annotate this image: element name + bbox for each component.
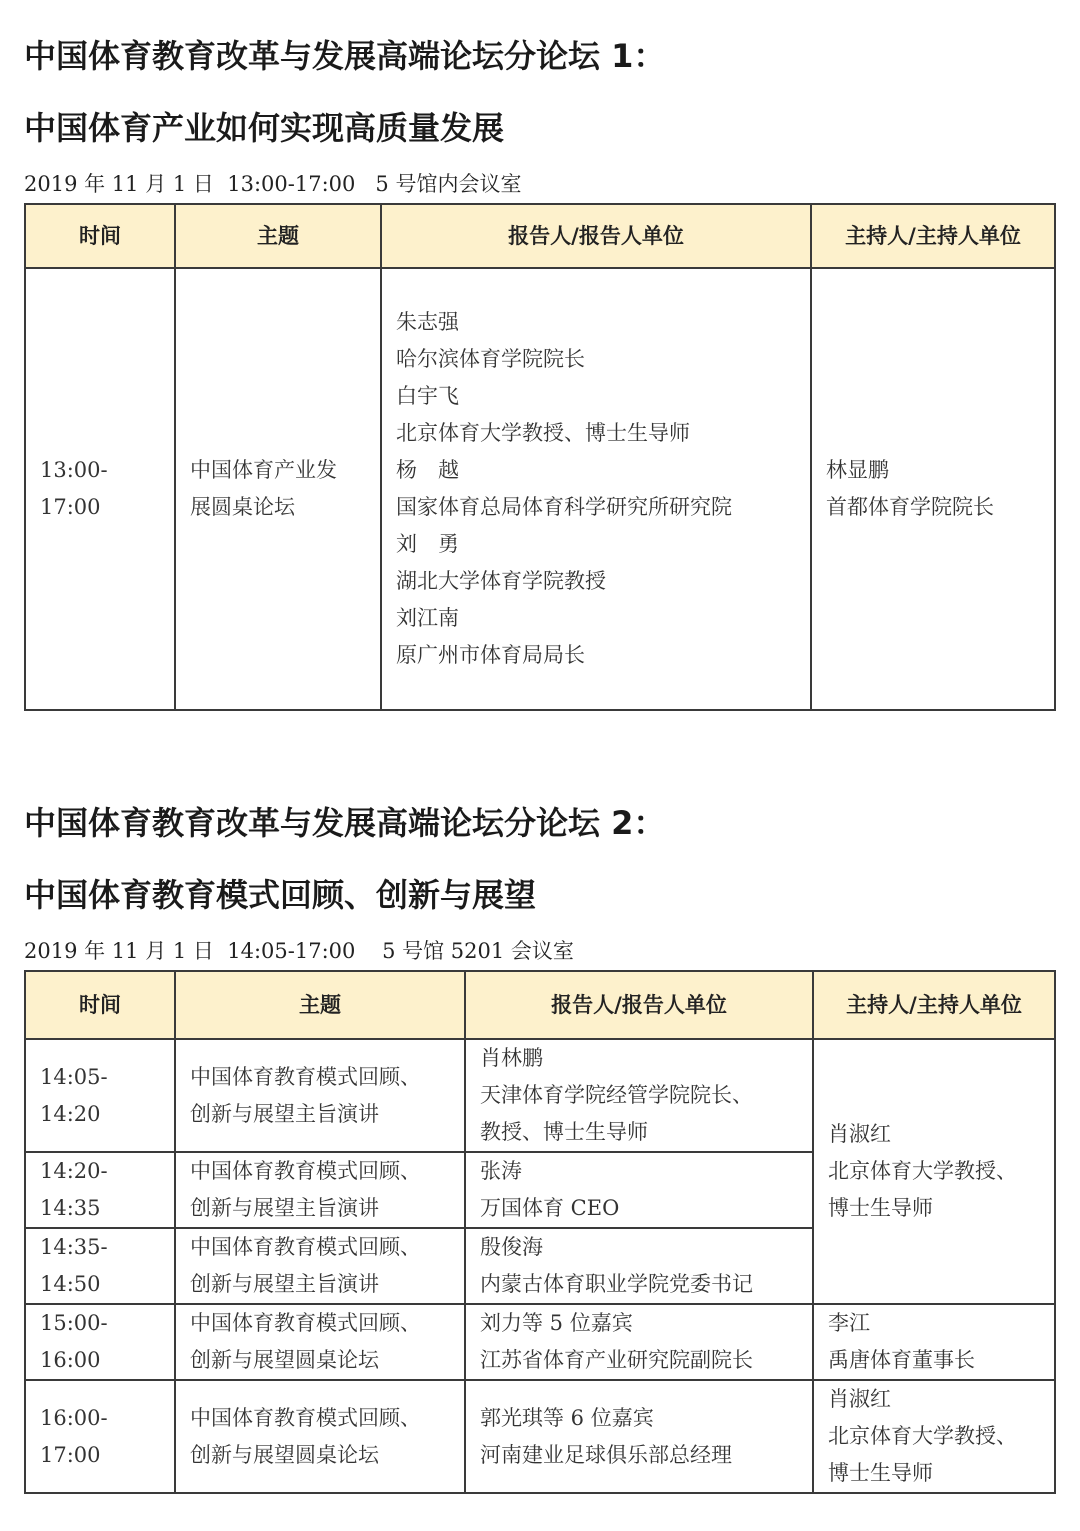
header-host: 主持人/主持人单位 <box>811 204 1055 268</box>
speaker-affiliation: 河南建业足球俱乐部总经理 <box>480 1442 732 1467</box>
topic-line: 中国体育教育模式回顾、 <box>190 1064 421 1089</box>
table-row <box>25 1304 1055 1380</box>
header-host: 主持人/主持人单位 <box>813 971 1055 1039</box>
speaker-name: 郭光琪等 6 位嘉宾 <box>480 1405 654 1430</box>
topic-line: 创新与展望主旨演讲 <box>190 1101 379 1126</box>
speaker-name: 刘江南 <box>396 606 459 630</box>
host-name: 肖淑红 <box>828 1122 891 1146</box>
time-cell <box>25 1304 175 1380</box>
header-topic: 主题 <box>175 204 381 268</box>
time-start: 14:05- <box>40 1064 108 1089</box>
table-row <box>25 1039 1055 1152</box>
time-end: 17:00 <box>40 1442 101 1467</box>
topic-line: 创新与展望圆桌论坛 <box>190 1442 379 1467</box>
topic-line: 中国体育教育模式回顾、 <box>190 1235 421 1259</box>
topic-line: 创新与展望主旨演讲 <box>190 1196 379 1220</box>
speaker-cell <box>465 1152 813 1228</box>
speaker-cell <box>465 1039 813 1152</box>
time-start: 14:35- <box>40 1235 108 1259</box>
speaker-cell <box>465 1228 813 1304</box>
topic-cell <box>175 1304 465 1380</box>
forum2-schedule-table <box>24 970 1056 1494</box>
speaker-affiliation: 天津体育学院经管学院院长、 <box>480 1083 753 1107</box>
time-cell <box>25 1228 175 1304</box>
speaker-affiliation: 教授、博士生导师 <box>480 1120 648 1144</box>
speaker-affiliation: 湖北大学体育学院教授 <box>396 569 606 593</box>
speaker-name: 朱志强 <box>396 310 459 334</box>
speaker-affiliation: 江苏省体育产业研究院副院长 <box>480 1348 753 1372</box>
header-speaker: 报告人/报告人单位 <box>465 971 813 1039</box>
time-end: 16:00 <box>40 1348 101 1372</box>
table-header-row <box>25 204 1055 268</box>
speaker-name: 白宇飞 <box>396 384 459 408</box>
time-cell <box>25 1039 175 1152</box>
time-end: 14:35 <box>40 1196 101 1220</box>
host-name: 林显鹏 <box>826 458 889 482</box>
time-end: 14:20 <box>40 1101 101 1126</box>
host-affiliation: 博士生导师 <box>828 1196 933 1220</box>
topic-cell <box>175 268 381 710</box>
header-time: 时间 <box>25 971 175 1039</box>
time-end: 17:00 <box>40 495 101 519</box>
forum1-subtitle: 中国体育产业如何实现高质量发展 <box>24 109 505 147</box>
time-cell <box>25 1152 175 1228</box>
topic-line: 展圆桌论坛 <box>190 495 295 519</box>
host-affiliation: 北京体育大学教授、 <box>828 1159 1017 1183</box>
forum1-title: 中国体育教育改革与发展高端论坛分论坛 1： <box>24 37 666 75</box>
header-topic: 主题 <box>175 971 465 1039</box>
speaker-affiliation: 内蒙古体育职业学院党委书记 <box>480 1272 753 1296</box>
table-header-row <box>25 971 1055 1039</box>
speaker-affiliation: 北京体育大学教授、博士生导师 <box>396 421 690 445</box>
forum2-date-venue: 2019 年 11 月 1 日 14:05-17:00 5 号馆 5201 会议室 <box>24 939 574 963</box>
speaker-affiliation: 国家体育总局体育科学研究所研究院 <box>396 495 732 519</box>
speaker-name: 刘力等 5 位嘉宾 <box>480 1311 633 1335</box>
time-cell <box>25 1380 175 1493</box>
host-affiliation: 禹唐体育董事长 <box>828 1348 975 1372</box>
table-row <box>25 268 1055 710</box>
speaker-name: 刘 勇 <box>396 532 459 556</box>
speaker-affiliation: 万国体育 CEO <box>480 1196 620 1220</box>
topic-line: 中国体育教育模式回顾、 <box>190 1405 421 1430</box>
topic-cell <box>175 1228 465 1304</box>
speaker-affiliation: 哈尔滨体育学院院长 <box>396 347 585 371</box>
host-affiliation: 首都体育学院院长 <box>826 495 994 519</box>
host-name: 李江 <box>828 1311 870 1335</box>
time-start: 14:20- <box>40 1159 108 1183</box>
host-affiliation: 博士生导师 <box>828 1461 933 1485</box>
topic-cell <box>175 1380 465 1493</box>
host-cell <box>813 1380 1055 1493</box>
time-start: 15:00- <box>40 1311 108 1335</box>
topic-line: 创新与展望圆桌论坛 <box>190 1348 379 1372</box>
host-cell <box>813 1039 1055 1304</box>
topic-cell <box>175 1152 465 1228</box>
speaker-affiliation: 原广州市体育局局长 <box>396 643 585 667</box>
header-speaker: 报告人/报告人单位 <box>381 204 811 268</box>
forum1-date-venue: 2019 年 11 月 1 日 13:00-17:00 5 号馆内会议室 <box>24 172 522 196</box>
topic-cell <box>175 1039 465 1152</box>
time-cell <box>25 268 175 710</box>
host-affiliation: 北京体育大学教授、 <box>828 1424 1017 1448</box>
speaker-cell <box>465 1380 813 1493</box>
header-time: 时间 <box>25 204 175 268</box>
speaker-name: 肖林鹏 <box>480 1046 543 1070</box>
speaker-cell <box>465 1304 813 1380</box>
host-cell <box>811 268 1055 710</box>
forum1-schedule-table <box>24 203 1056 711</box>
speaker-cell <box>381 268 811 710</box>
forum2-title: 中国体育教育改革与发展高端论坛分论坛 2： <box>24 804 666 842</box>
speaker-name: 殷俊海 <box>480 1235 543 1259</box>
time-start: 13:00- <box>40 458 108 482</box>
speaker-name: 张涛 <box>480 1159 522 1183</box>
time-start: 16:00- <box>40 1405 108 1430</box>
table-row <box>25 1380 1055 1493</box>
host-cell <box>813 1304 1055 1380</box>
topic-line: 创新与展望主旨演讲 <box>190 1272 379 1296</box>
topic-line: 中国体育产业发 <box>190 458 337 482</box>
speaker-name: 杨 越 <box>396 458 459 482</box>
time-end: 14:50 <box>40 1272 101 1296</box>
topic-line: 中国体育教育模式回顾、 <box>190 1159 421 1183</box>
forum2-subtitle: 中国体育教育模式回顾、创新与展望 <box>24 876 537 914</box>
host-name: 肖淑红 <box>828 1387 891 1411</box>
topic-line: 中国体育教育模式回顾、 <box>190 1311 421 1335</box>
